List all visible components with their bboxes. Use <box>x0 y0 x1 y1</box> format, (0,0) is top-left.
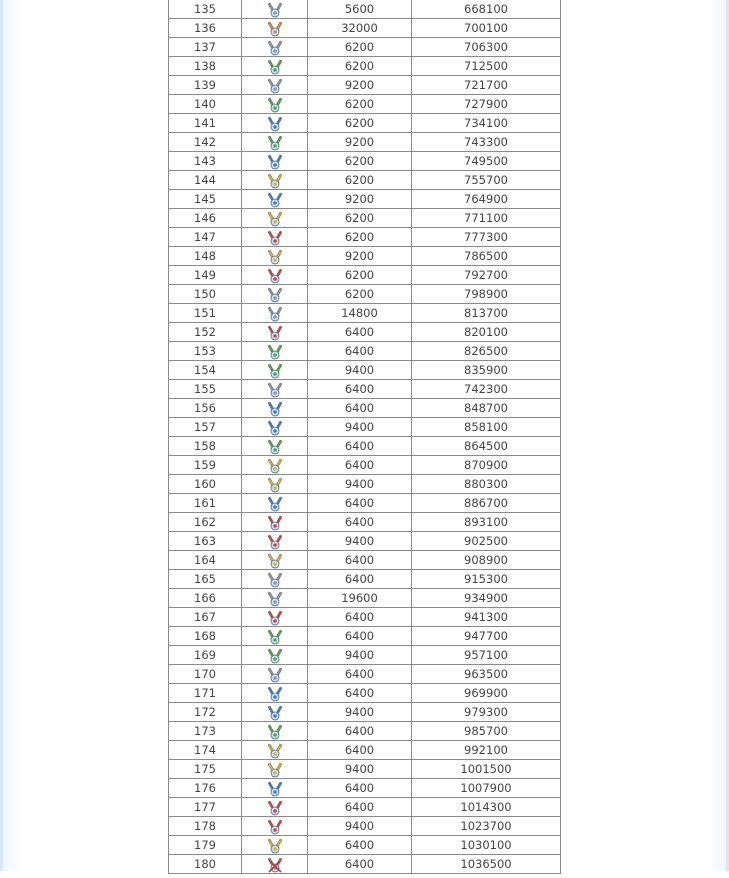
total-exp-cell: 749500 <box>412 152 561 171</box>
level-cell: 156 <box>169 399 242 418</box>
medal-gold-icon <box>267 553 283 569</box>
table-row <box>169 684 561 703</box>
total-exp-cell: 893100 <box>412 513 561 532</box>
exp-cell: 6200 <box>308 114 412 133</box>
level-cell: 145 <box>169 190 242 209</box>
medal-gold-icon <box>267 211 283 227</box>
medal-cell <box>242 133 308 152</box>
medal-cell <box>242 646 308 665</box>
medal-cell <box>242 418 308 437</box>
table-row <box>169 228 561 247</box>
medal-cell <box>242 228 308 247</box>
level-cell: 139 <box>169 76 242 95</box>
table-row <box>169 190 561 209</box>
exp-cell: 6400 <box>308 380 412 399</box>
total-exp-cell: 771100 <box>412 209 561 228</box>
table-row <box>169 665 561 684</box>
table-row <box>169 171 561 190</box>
medal-cell <box>242 608 308 627</box>
level-cell: 135 <box>169 0 242 19</box>
total-exp-cell: 941300 <box>412 608 561 627</box>
total-exp-cell: 1007900 <box>412 779 561 798</box>
exp-cell: 6200 <box>308 209 412 228</box>
exp-cell: 6200 <box>308 57 412 76</box>
level-cell: 163 <box>169 532 242 551</box>
table-row <box>169 532 561 551</box>
level-cell: 152 <box>169 323 242 342</box>
level-cell: 137 <box>169 38 242 57</box>
table-row <box>169 304 561 323</box>
total-exp-cell: 835900 <box>412 361 561 380</box>
exp-cell: 6400 <box>308 665 412 684</box>
total-exp-cell: 742300 <box>412 380 561 399</box>
page-content <box>22 0 707 871</box>
level-cell: 155 <box>169 380 242 399</box>
exp-cell: 5600 <box>308 0 412 19</box>
medal-gold-icon <box>267 762 283 778</box>
medal-cell <box>242 323 308 342</box>
medal-cell <box>242 456 308 475</box>
exp-cell: 6400 <box>308 798 412 817</box>
medal-cell <box>242 494 308 513</box>
medal-cell <box>242 437 308 456</box>
medal-silver-icon <box>267 591 283 607</box>
table-row <box>169 779 561 798</box>
medal-cell <box>242 38 308 57</box>
medal-red-icon <box>267 610 283 626</box>
medal-cell <box>242 171 308 190</box>
total-exp-cell: 813700 <box>412 304 561 323</box>
medal-red-icon <box>267 515 283 531</box>
medal-cell <box>242 589 308 608</box>
total-exp-cell: 706300 <box>412 38 561 57</box>
level-table-body <box>169 0 561 874</box>
table-row <box>169 247 561 266</box>
medal-cell <box>242 798 308 817</box>
total-exp-cell: 1023700 <box>412 817 561 836</box>
table-row <box>169 323 561 342</box>
exp-cell: 6400 <box>308 342 412 361</box>
exp-cell: 9200 <box>308 133 412 152</box>
level-cell: 169 <box>169 646 242 665</box>
exp-cell: 6400 <box>308 437 412 456</box>
medal-red-icon <box>267 800 283 816</box>
medal-silver-icon <box>267 572 283 588</box>
level-cell: 174 <box>169 741 242 760</box>
exp-cell: 6400 <box>308 741 412 760</box>
level-cell: 141 <box>169 114 242 133</box>
medal-green-icon <box>267 724 283 740</box>
medal-cell <box>242 684 308 703</box>
exp-cell: 14800 <box>308 304 412 323</box>
medal-red-icon <box>267 534 283 550</box>
level-cell: 151 <box>169 304 242 323</box>
level-cell: 171 <box>169 684 242 703</box>
medal-red-icon <box>267 325 283 341</box>
medal-blue-icon <box>267 116 283 132</box>
exp-cell: 6400 <box>308 608 412 627</box>
total-exp-cell: 764900 <box>412 190 561 209</box>
exp-cell: 6400 <box>308 684 412 703</box>
medal-crossed-silver-icon <box>267 857 283 873</box>
exp-cell: 6400 <box>308 627 412 646</box>
table-row <box>169 570 561 589</box>
medal-blue-icon <box>267 705 283 721</box>
total-exp-cell: 668100 <box>412 0 561 19</box>
table-row <box>169 209 561 228</box>
total-exp-cell: 820100 <box>412 323 561 342</box>
total-exp-cell: 864500 <box>412 437 561 456</box>
total-exp-cell: 777300 <box>412 228 561 247</box>
total-exp-cell: 915300 <box>412 570 561 589</box>
medal-orange-icon <box>267 21 283 37</box>
table-row <box>169 608 561 627</box>
medal-silver-icon <box>267 287 283 303</box>
exp-cell: 9400 <box>308 361 412 380</box>
medal-cell <box>242 57 308 76</box>
medal-blue-icon <box>267 154 283 170</box>
exp-cell: 6400 <box>308 836 412 855</box>
level-cell: 162 <box>169 513 242 532</box>
medal-cell <box>242 836 308 855</box>
table-row <box>169 399 561 418</box>
page-frame-left <box>0 0 22 871</box>
total-exp-cell: 848700 <box>412 399 561 418</box>
exp-cell: 19600 <box>308 589 412 608</box>
exp-cell: 9400 <box>308 532 412 551</box>
medal-blue-icon <box>267 192 283 208</box>
level-cell: 142 <box>169 133 242 152</box>
level-cell: 168 <box>169 627 242 646</box>
medal-cell <box>242 665 308 684</box>
exp-cell: 9400 <box>308 760 412 779</box>
medal-cell <box>242 779 308 798</box>
medal-cell <box>242 0 308 19</box>
medal-cell <box>242 760 308 779</box>
exp-cell: 32000 <box>308 19 412 38</box>
exp-cell: 6400 <box>308 722 412 741</box>
table-row <box>169 836 561 855</box>
level-cell: 154 <box>169 361 242 380</box>
level-cell: 160 <box>169 475 242 494</box>
level-cell: 178 <box>169 817 242 836</box>
exp-cell: 6400 <box>308 323 412 342</box>
medal-cell <box>242 19 308 38</box>
medal-silver-icon <box>267 78 283 94</box>
medal-green-icon <box>267 439 283 455</box>
level-cell: 159 <box>169 456 242 475</box>
level-cell: 161 <box>169 494 242 513</box>
medal-cell <box>242 361 308 380</box>
medal-silver-icon <box>267 40 283 56</box>
table-row <box>169 285 561 304</box>
total-exp-cell: 886700 <box>412 494 561 513</box>
medal-cell <box>242 76 308 95</box>
exp-cell: 6400 <box>308 513 412 532</box>
table-row <box>169 0 561 19</box>
table-row <box>169 76 561 95</box>
exp-cell: 6400 <box>308 399 412 418</box>
level-cell: 175 <box>169 760 242 779</box>
medal-green-icon <box>267 648 283 664</box>
level-cell: 164 <box>169 551 242 570</box>
level-cell: 146 <box>169 209 242 228</box>
level-cell: 158 <box>169 437 242 456</box>
medal-gold-icon <box>267 458 283 474</box>
total-exp-cell: 712500 <box>412 57 561 76</box>
medal-cell <box>242 627 308 646</box>
medal-gold-icon <box>267 477 283 493</box>
medal-red-icon <box>267 230 283 246</box>
total-exp-cell: 870900 <box>412 456 561 475</box>
exp-cell: 6400 <box>308 855 412 874</box>
total-exp-cell: 721700 <box>412 76 561 95</box>
total-exp-cell: 957100 <box>412 646 561 665</box>
level-cell: 177 <box>169 798 242 817</box>
exp-cell: 9400 <box>308 646 412 665</box>
medal-green-icon <box>267 629 283 645</box>
medal-cell <box>242 399 308 418</box>
table-row <box>169 646 561 665</box>
level-cell: 166 <box>169 589 242 608</box>
exp-cell: 9400 <box>308 418 412 437</box>
table-row <box>169 760 561 779</box>
total-exp-cell: 858100 <box>412 418 561 437</box>
table-row <box>169 114 561 133</box>
table-row <box>169 342 561 361</box>
medal-cell <box>242 513 308 532</box>
exp-cell: 6400 <box>308 779 412 798</box>
table-row <box>169 589 561 608</box>
table-row <box>169 513 561 532</box>
medal-cell <box>242 817 308 836</box>
level-cell: 147 <box>169 228 242 247</box>
table-row <box>169 551 561 570</box>
exp-cell: 9400 <box>308 703 412 722</box>
table-row <box>169 266 561 285</box>
medal-cell <box>242 266 308 285</box>
total-exp-cell: 792700 <box>412 266 561 285</box>
total-exp-cell: 755700 <box>412 171 561 190</box>
total-exp-cell: 985700 <box>412 722 561 741</box>
table-row <box>169 703 561 722</box>
total-exp-cell: 969900 <box>412 684 561 703</box>
medal-cell <box>242 380 308 399</box>
medal-cell <box>242 114 308 133</box>
total-exp-cell: 727900 <box>412 95 561 114</box>
exp-cell: 6400 <box>308 570 412 589</box>
medal-blue-icon <box>267 401 283 417</box>
table-row <box>169 38 561 57</box>
table-row <box>169 798 561 817</box>
exp-cell: 6200 <box>308 171 412 190</box>
table-row <box>169 437 561 456</box>
medal-blue-icon <box>267 781 283 797</box>
table-row <box>169 722 561 741</box>
medal-green-icon <box>267 363 283 379</box>
medal-cell <box>242 247 308 266</box>
level-cell: 172 <box>169 703 242 722</box>
table-row <box>169 380 561 399</box>
medal-cell <box>242 532 308 551</box>
medal-green-icon <box>267 59 283 75</box>
total-exp-cell: 786500 <box>412 247 561 266</box>
level-cell: 138 <box>169 57 242 76</box>
medal-gold-icon <box>267 743 283 759</box>
medal-cell <box>242 570 308 589</box>
level-cell: 157 <box>169 418 242 437</box>
total-exp-cell: 1001500 <box>412 760 561 779</box>
level-cell: 165 <box>169 570 242 589</box>
level-cell: 136 <box>169 19 242 38</box>
level-cell: 153 <box>169 342 242 361</box>
total-exp-cell: 934900 <box>412 589 561 608</box>
total-exp-cell: 1036500 <box>412 855 561 874</box>
level-cell: 148 <box>169 247 242 266</box>
medal-cell <box>242 152 308 171</box>
medal-cell <box>242 285 308 304</box>
table-row <box>169 133 561 152</box>
total-exp-cell: 947700 <box>412 627 561 646</box>
page-frame-right <box>707 0 729 871</box>
exp-cell: 9400 <box>308 475 412 494</box>
table-row <box>169 627 561 646</box>
medal-cell <box>242 703 308 722</box>
medal-green-icon <box>267 97 283 113</box>
level-cell: 180 <box>169 855 242 874</box>
medal-cell <box>242 209 308 228</box>
table-row <box>169 741 561 760</box>
total-exp-cell: 734100 <box>412 114 561 133</box>
level-cell: 179 <box>169 836 242 855</box>
total-exp-cell: 992100 <box>412 741 561 760</box>
total-exp-cell: 798900 <box>412 285 561 304</box>
medal-cell <box>242 95 308 114</box>
exp-cell: 6200 <box>308 38 412 57</box>
exp-cell: 6200 <box>308 228 412 247</box>
medal-green-icon <box>267 344 283 360</box>
level-table <box>168 0 561 874</box>
medal-silver-icon <box>267 667 283 683</box>
total-exp-cell: 908900 <box>412 551 561 570</box>
medal-cell <box>242 475 308 494</box>
table-row <box>169 19 561 38</box>
level-cell: 170 <box>169 665 242 684</box>
level-cell: 167 <box>169 608 242 627</box>
medal-silver-icon <box>267 2 283 18</box>
total-exp-cell: 1014300 <box>412 798 561 817</box>
table-row <box>169 57 561 76</box>
level-cell: 150 <box>169 285 242 304</box>
total-exp-cell: 902500 <box>412 532 561 551</box>
total-exp-cell: 826500 <box>412 342 561 361</box>
table-row <box>169 418 561 437</box>
total-exp-cell: 880300 <box>412 475 561 494</box>
medal-red-icon <box>267 268 283 284</box>
medal-gold-icon <box>267 249 283 265</box>
medal-blue-icon <box>267 420 283 436</box>
exp-cell: 6200 <box>308 152 412 171</box>
medal-cell <box>242 741 308 760</box>
medal-green-icon <box>267 135 283 151</box>
exp-cell: 6200 <box>308 95 412 114</box>
table-row <box>169 152 561 171</box>
exp-cell: 6200 <box>308 266 412 285</box>
medal-blue-icon <box>267 686 283 702</box>
medal-blue-icon <box>267 496 283 512</box>
medal-cell <box>242 304 308 323</box>
exp-cell: 6200 <box>308 285 412 304</box>
total-exp-cell: 1030100 <box>412 836 561 855</box>
exp-cell: 6400 <box>308 494 412 513</box>
exp-cell: 6400 <box>308 551 412 570</box>
medal-cell <box>242 342 308 361</box>
exp-cell: 9400 <box>308 817 412 836</box>
exp-cell: 9200 <box>308 247 412 266</box>
table-row <box>169 475 561 494</box>
level-cell: 144 <box>169 171 242 190</box>
medal-cell <box>242 722 308 741</box>
medal-cell <box>242 190 308 209</box>
total-exp-cell: 963500 <box>412 665 561 684</box>
medal-cell <box>242 551 308 570</box>
level-cell: 143 <box>169 152 242 171</box>
level-cell: 176 <box>169 779 242 798</box>
medal-gold-icon <box>267 173 283 189</box>
table-row <box>169 361 561 380</box>
total-exp-cell: 700100 <box>412 19 561 38</box>
level-cell: 173 <box>169 722 242 741</box>
table-row <box>169 494 561 513</box>
medal-red-icon <box>267 819 283 835</box>
level-cell: 140 <box>169 95 242 114</box>
table-row <box>169 817 561 836</box>
exp-cell: 9200 <box>308 76 412 95</box>
medal-silver-icon <box>267 382 283 398</box>
table-row <box>169 95 561 114</box>
table-row <box>169 456 561 475</box>
level-cell: 149 <box>169 266 242 285</box>
total-exp-cell: 979300 <box>412 703 561 722</box>
exp-cell: 6400 <box>308 456 412 475</box>
medal-gold-icon <box>267 838 283 854</box>
total-exp-cell: 743300 <box>412 133 561 152</box>
exp-cell: 9200 <box>308 190 412 209</box>
medal-silver-icon <box>267 306 283 322</box>
